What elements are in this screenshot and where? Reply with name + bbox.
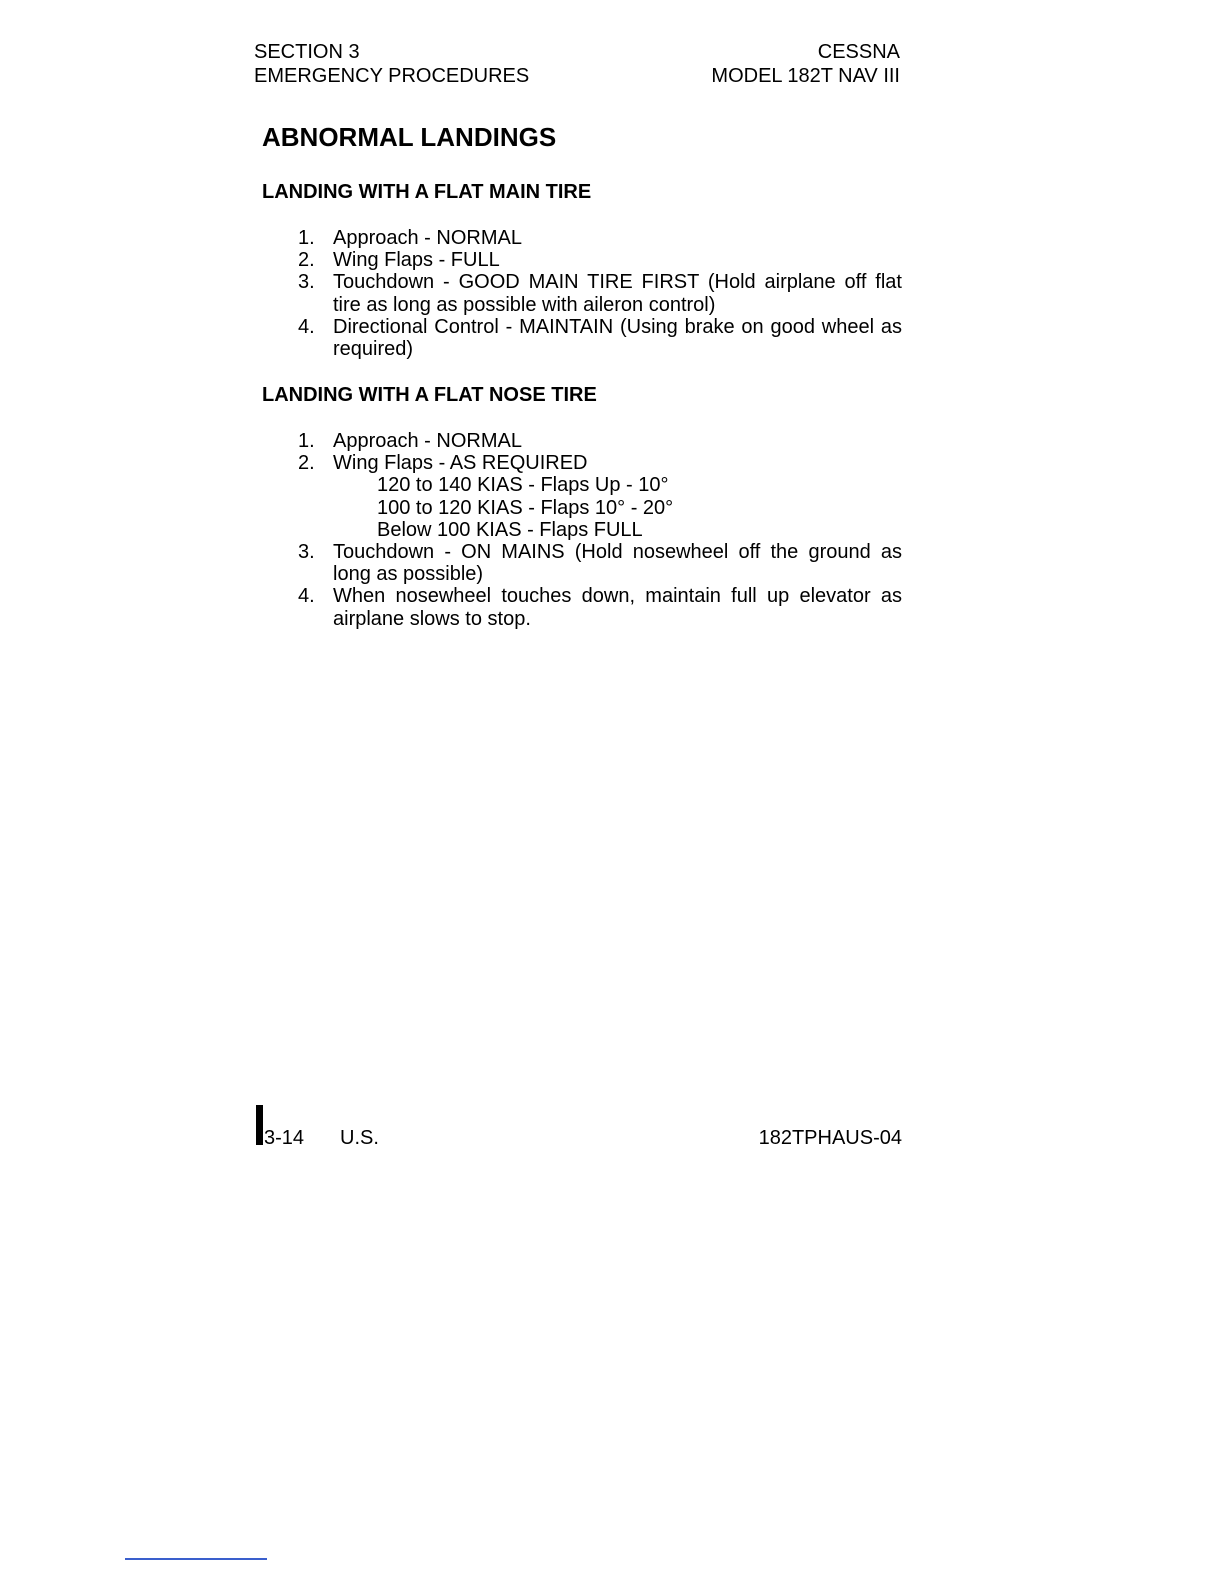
flat-main-tire-heading: LANDING WITH A FLAT MAIN TIRE: [262, 181, 592, 203]
step-text: Approach - NORMAL: [333, 430, 522, 452]
flap-setting-list: [333, 474, 902, 541]
header-right: [640, 40, 900, 88]
footnote-divider: [125, 1558, 267, 1560]
step-number: 2.: [298, 452, 315, 475]
step-number: 3.: [298, 271, 315, 294]
flat-nose-tire-steps: [298, 430, 902, 630]
list-item: [298, 316, 902, 360]
step-text: Approach - NORMAL: [333, 227, 522, 249]
step-text: Touchdown - ON MAINS (Hold nosewheel off the ground as long as possible): [333, 541, 902, 586]
list-item: [298, 271, 902, 315]
section-label: SECTION 3: [254, 41, 360, 63]
section-name: EMERGENCY PROCEDURES: [254, 65, 530, 87]
flat-main-tire-steps: [298, 227, 902, 360]
step-text: When nosewheel touches down, maintain full up elevator as airplane slows to stop.: [333, 585, 902, 630]
step-text: Wing Flaps - FULL: [333, 249, 500, 272]
list-item: [298, 541, 902, 585]
list-item: [298, 227, 902, 249]
manufacturer-label: CESSNA: [817, 41, 900, 63]
list-item: [298, 585, 902, 629]
list-item: [298, 452, 902, 541]
step-text: Wing Flaps - AS REQUIRED: [333, 452, 588, 475]
step-number: 1.: [298, 227, 315, 249]
step-number: 3.: [298, 541, 315, 564]
flap-setting-item: Below 100 KIAS - Flaps FULL: [377, 518, 643, 541]
header-left: [254, 40, 529, 88]
document-code: 182TPHAUS-04: [758, 1127, 902, 1149]
flap-setting-item: 100 to 120 KIAS - Flaps 10° - 20°: [377, 496, 674, 519]
revision-change-bar: [256, 1105, 263, 1145]
step-text: Touchdown - GOOD MAIN TIRE FIRST (Hold airplane off flat tire as long as possible with aileron control): [333, 271, 902, 316]
step-text: Directional Control - MAINTAIN (Using brake on good wheel as required): [333, 315, 902, 361]
step-body: [333, 452, 902, 541]
step-number: 2.: [298, 249, 315, 272]
page-number: 3-14: [264, 1127, 305, 1149]
step-number: 4.: [298, 315, 315, 338]
model-label: MODEL 182T NAV III: [711, 65, 900, 87]
step-number: 4.: [298, 585, 315, 608]
step-number: 1.: [298, 430, 315, 452]
list-item: [298, 249, 902, 271]
page-title: ABNORMAL LANDINGS: [262, 122, 557, 152]
region-label: U.S.: [340, 1127, 379, 1149]
list-item: [298, 430, 902, 452]
flap-setting-item: 120 to 140 KIAS - Flaps Up - 10°: [377, 474, 669, 497]
flat-nose-tire-heading: LANDING WITH A FLAT NOSE TIRE: [262, 384, 597, 406]
